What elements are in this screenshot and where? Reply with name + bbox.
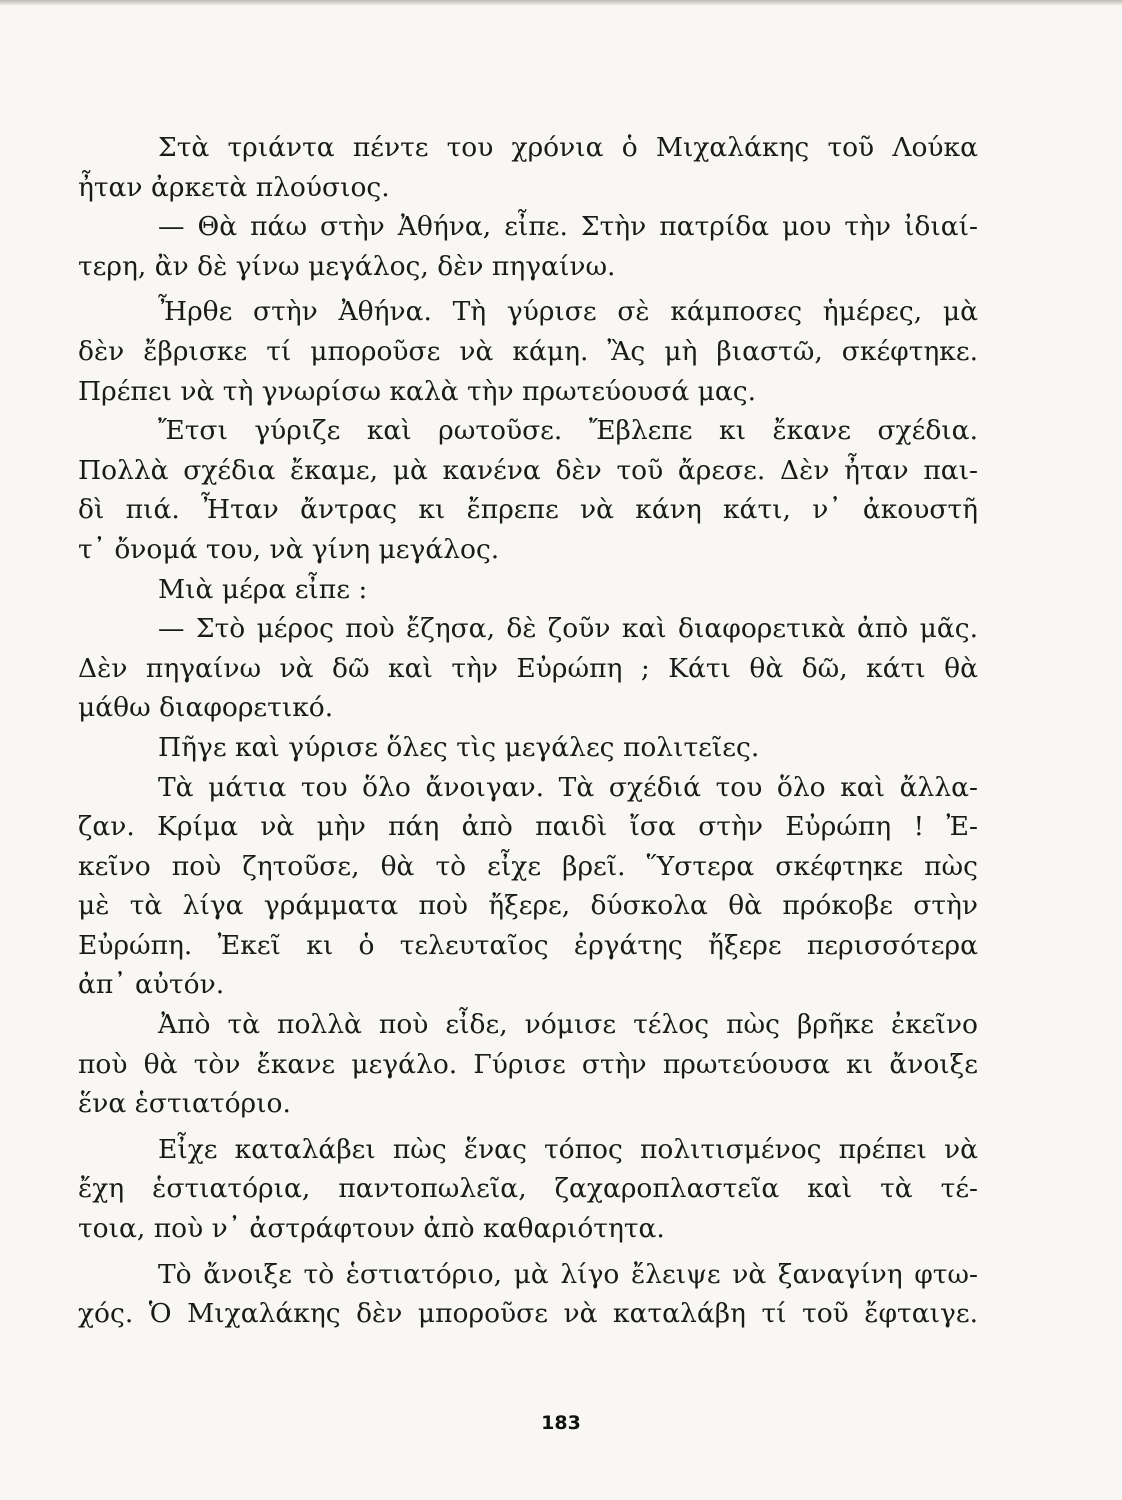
text-line: Στὰ τριάντα πέντε του χρόνια ὁ Μιχαλάκης τοῦ Λούκα bbox=[158, 132, 978, 163]
text-line: Δὲν πηγαίνω νὰ δῶ καὶ τὴν Εὐρώπη ; Κάτι θὰ δῶ, κάτι θὰ bbox=[78, 652, 978, 684]
text-line: Πρέπει νὰ τὴ γνωρίσω καλὰ τὴν πρωτεύουσά μας. bbox=[78, 375, 757, 407]
text-line: Ἀπὸ τὰ πολλὰ ποὺ εἶδε, νόμισε τέλος πὼς βρῆκε ἐκεῖνο bbox=[158, 1009, 978, 1041]
text-line: μάθω διαφορετικό. bbox=[78, 692, 334, 724]
text-line: μὲ τὰ λίγα γράμματα ποὺ ἤξερε, δύσκολα θὰ πρόκοβε στὴν bbox=[78, 890, 978, 922]
text-line: τ᾿ ὄνομά του, νὰ γίνη μεγάλος. bbox=[78, 533, 500, 565]
scan-edge-shadow bbox=[0, 0, 1122, 6]
text-line: τερη, ἂν δὲ γίνω μεγάλος, δὲν πηγαίνω. bbox=[78, 250, 616, 282]
text-line: Τὰ μάτια του ὅλο ἄνοιγαν. Τὰ σχέδιά του ὅλο καὶ ἄλλα- bbox=[158, 771, 978, 803]
text-line: — Θὰ πάω στὴν Ἀθήνα, εἶπε. Στὴν πατρίδα μου τὴν ἰδιαί- bbox=[158, 211, 978, 243]
text-line: — Στὸ μέρος ποὺ ἔζησα, δὲ ζοῦν καὶ διαφορετικὰ ἀπὸ μᾶς. bbox=[158, 613, 978, 645]
text-line: δὶ πιά. Ἦταν ἄντρας κι ἔπρεπε νὰ κάνη κάτι, ν᾿ ἀκουστῆ bbox=[78, 494, 978, 526]
text-line: τοια, ποὺ ν᾿ ἀστράφτουν ἀπὸ καθαριότητα. bbox=[78, 1213, 665, 1245]
text-line: ἦταν ἀρκετὰ πλούσιος. bbox=[78, 171, 390, 203]
text-line: κεῖνο ποὺ ζητοῦσε, θὰ τὸ εἶχε βρεῖ. Ὕστερα σκέφτηκε πὼς bbox=[78, 850, 978, 882]
body-text bbox=[78, 128, 978, 1334]
text-line: ἀπ᾿ αὐτόν. bbox=[78, 969, 225, 1001]
text-line: Εὐρώπη. Ἐκεῖ κι ὁ τελευταῖος ἐργάτης ἤξερε περισσότερα bbox=[78, 929, 978, 961]
text-line: Ἦρθε στὴν Ἀθήνα. Τὴ γύρισε σὲ κάμποσες ἡμέρες, μὰ bbox=[158, 296, 978, 328]
text-line: ἔχη ἑστιατόρια, παντοπωλεῖα, ζαχαροπλαστεῖα καὶ τὰ τέ- bbox=[78, 1173, 978, 1205]
page-number: 183 bbox=[541, 1412, 581, 1434]
text-line: χός. Ὁ Μιχαλάκης δὲν μποροῦσε νὰ καταλάβη τί τοῦ ἔφταιγε. bbox=[78, 1298, 978, 1330]
text-line: Πῆγε καὶ γύρισε ὅλες τὶς μεγάλες πολιτεῖες. bbox=[158, 731, 760, 763]
text-line: Ἔτσι γύριζε καὶ ρωτοῦσε. Ἔβλεπε κι ἔκανε σχέδια. bbox=[158, 415, 978, 447]
text-line: ζαν. Κρίμα νὰ μὴν πάη ἀπὸ παιδὶ ἴσα στὴν Εὐρώπη ! Ἐ- bbox=[78, 811, 978, 843]
text-line: ἕνα ἑστιατόριο. bbox=[78, 1088, 291, 1120]
text-line: Πολλὰ σχέδια ἔκαμε, μὰ κανένα δὲν τοῦ ἄρεσε. Δὲν ἦταν παι- bbox=[78, 454, 978, 486]
text-line: Τὸ ἄνοιξε τὸ ἑστιατόριο, μὰ λίγο ἔλειψε νὰ ξαναγίνη φτω- bbox=[158, 1258, 978, 1290]
text-line: Μιὰ μέρα εἶπε : bbox=[158, 573, 368, 605]
text-line: ποὺ θὰ τὸν ἔκανε μεγάλο. Γύρισε στὴν πρωτεύουσα κι ἄνοιξε bbox=[78, 1048, 978, 1080]
text-line: Εἶχε καταλάβει πὼς ἕνας τόπος πολιτισμένος πρέπει νὰ bbox=[158, 1133, 978, 1165]
text-line: δὲν ἔβρισκε τί μποροῦσε νὰ κάμη. Ἂς μὴ βιαστῶ, σκέφτηκε. bbox=[78, 335, 978, 367]
